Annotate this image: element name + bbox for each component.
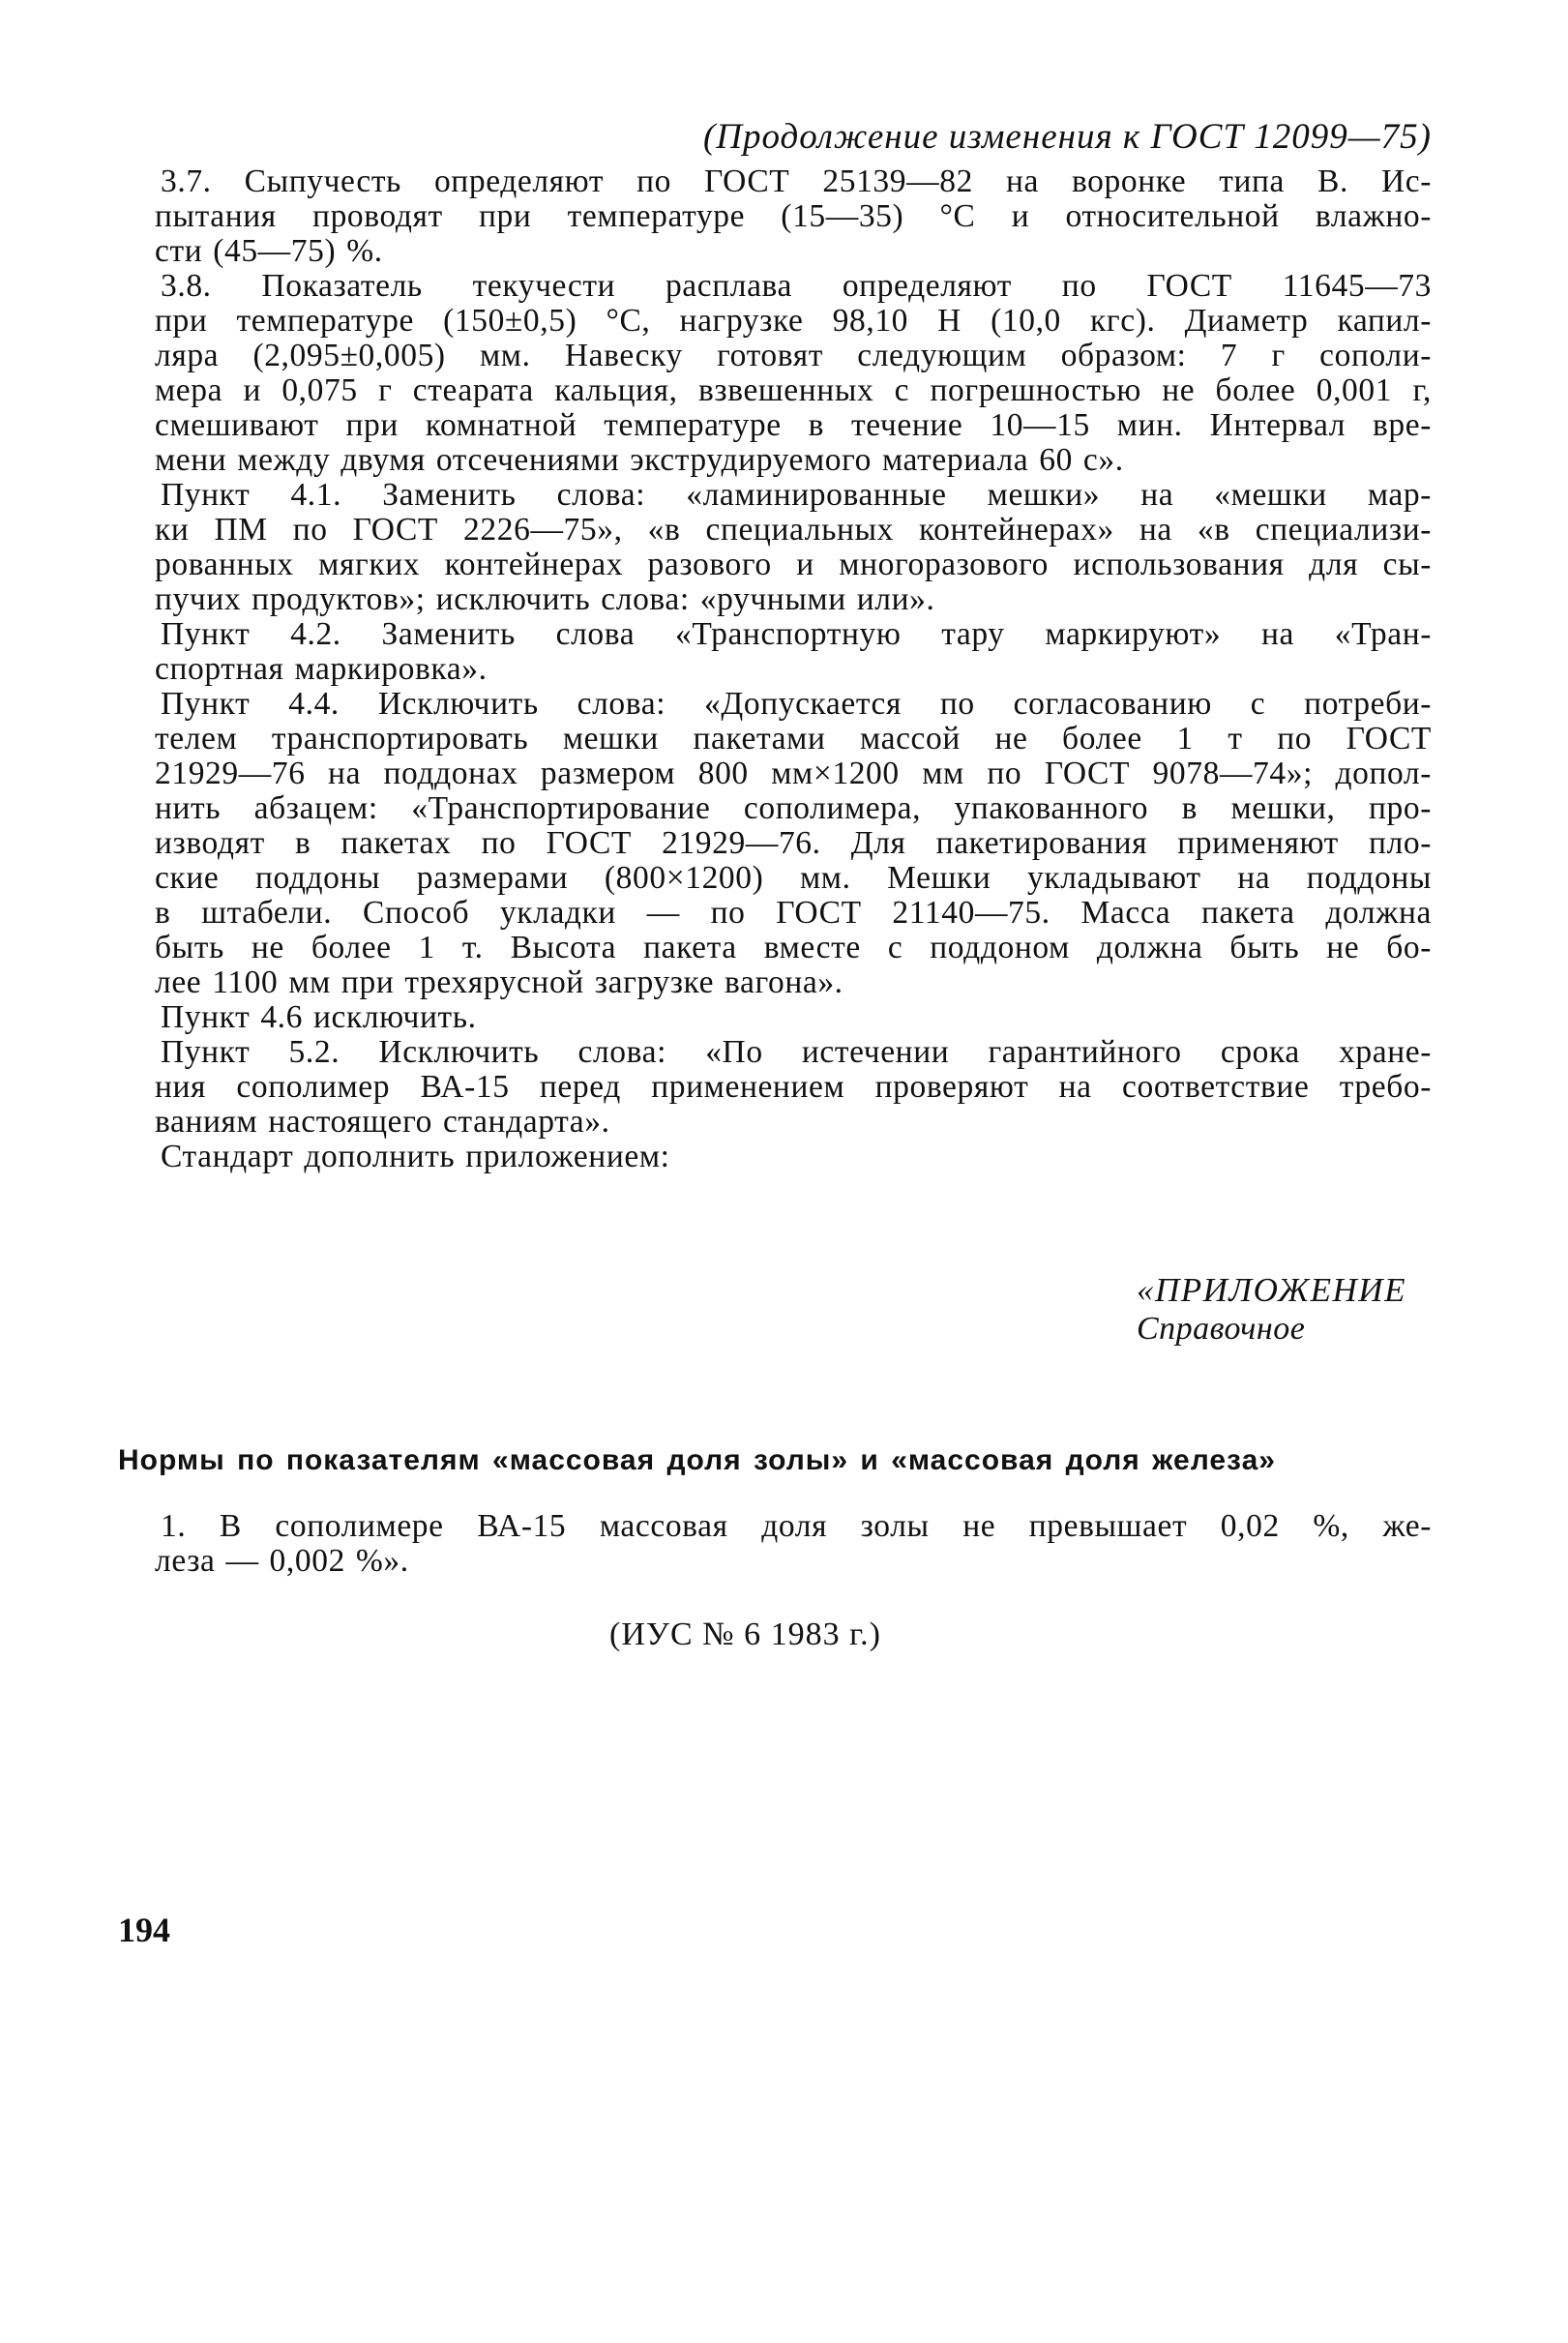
text-line: Пункт 4.2. Заменить слова «Транспортную тару маркируют» на «Тран- (161, 616, 1432, 652)
text-line: пучих продуктов»; исключить слова: «ручными или». (155, 581, 935, 617)
text-line: мени между двумя отсечениями экструдируемого материала 60 с». (155, 442, 1124, 478)
text-line: ваниям настоящего стандарта». (155, 1104, 610, 1140)
text-line: ки ПМ по ГОСТ 2226—75», «в специальных контейнерах» на «в специализи- (155, 512, 1432, 548)
text-line: 3.8. Показатель текучести расплава определяют по ГОСТ 11645—73 (161, 268, 1432, 304)
text-line: Пункт 5.2. Исключить слова: «По истечении гарантийного срока хране- (161, 1034, 1432, 1070)
text-line: ния сополимер ВА-15 перед применением проверяют на соответствие требо- (155, 1069, 1432, 1105)
text-line: спортная маркировка». (155, 651, 488, 687)
text-line: рованных мягких контейнерах разового и многоразового использования для сы- (155, 547, 1432, 582)
text-line: быть не более 1 т. Высота пакета вместе с поддоном должна быть не бо- (155, 930, 1432, 965)
text-line: Пункт 4.4. Исключить слова: «Допускается по согласованию с потреби- (161, 686, 1432, 722)
text-line: Пункт 4.6 исключить. (161, 999, 477, 1035)
paragraph-4-1 (155, 478, 1432, 617)
paragraph-3-8 (155, 269, 1432, 478)
text-line: 3.7. Сыпучесть определяют по ГОСТ 25139—82 на воронке типа В. Ис- (161, 163, 1432, 199)
paragraph-5-2 (155, 1035, 1432, 1140)
text-line: в штабели. Способ укладки — по ГОСТ 21140—75. Масса пакета должна (155, 895, 1432, 931)
text-line: леза — 0,002 %». (155, 1543, 409, 1579)
paragraph-4-4 (155, 687, 1432, 1000)
text-line: телем транспортировать мешки пакетами массой не более 1 т по ГОСТ (155, 721, 1432, 756)
text-line: смешивают при комнатной температуре в течение 10—15 мин. Интервал вре- (155, 407, 1432, 443)
paragraph-3-7 (155, 164, 1432, 269)
text-line: при температуре (150±0,5) °С, нагрузке 98,10 Н (10,0 кгс). Диаметр капил- (155, 303, 1432, 339)
text-line: ские поддоны размерами (800×1200) мм. Мешки укладывают на поддоны (155, 860, 1432, 896)
text-line: сти (45—75) %. (155, 233, 383, 269)
text-line: 1. В сополимере ВА-15 массовая доля золы не превышает 0,02 %, же- (161, 1508, 1432, 1544)
text-line: мера и 0,075 г стеарата кальция, взвешенных с погрешностью не более 0,001 г, (155, 372, 1432, 408)
running-head: (Продолжение изменения к ГОСТ 12099—75) (702, 117, 1432, 157)
text-line: пытания проводят при температуре (15—35) °С и относительной влажно- (155, 198, 1432, 234)
paragraph-4-6 (155, 1000, 1432, 1035)
appendix-title: «ПРИЛОЖЕНИЕ (1137, 1271, 1406, 1309)
appendix-subtitle: Справочное (1137, 1311, 1306, 1347)
page-number: 194 (118, 1911, 170, 1949)
paragraph-4-2 (155, 617, 1432, 687)
ius-reference: (ИУС № 6 1983 г.) (609, 1616, 881, 1652)
section-title: Нормы по показателям «массовая доля золы» и «массовая доля железа» (118, 1444, 1276, 1476)
text-line: лее 1100 мм при трехярусной загрузке вагона». (155, 964, 843, 1000)
text-line: нить абзацем: «Транспортирование сополимера, упакованного в мешки, про- (155, 790, 1432, 826)
text-line: Стандарт дополнить приложением: (161, 1139, 670, 1174)
text-line: 21929—76 на поддонах размером 800 мм×1200 мм по ГОСТ 9078—74»; допол- (155, 756, 1432, 791)
appendix-heading (1137, 1271, 1406, 1349)
paragraph-appendix-intro (155, 1140, 1432, 1174)
text-line: Пункт 4.1. Заменить слова: «ламинированные мешки» на «мешки мар- (161, 477, 1432, 513)
page-body (155, 116, 1432, 1174)
norm-paragraph (155, 1509, 1432, 1579)
text-line: ляра (2,095±0,005) мм. Навеску готовят следующим образом: 7 г сополи- (155, 338, 1432, 373)
text-line: изводят в пакетах по ГОСТ 21929—76. Для пакетирования применяют пло- (155, 825, 1432, 861)
